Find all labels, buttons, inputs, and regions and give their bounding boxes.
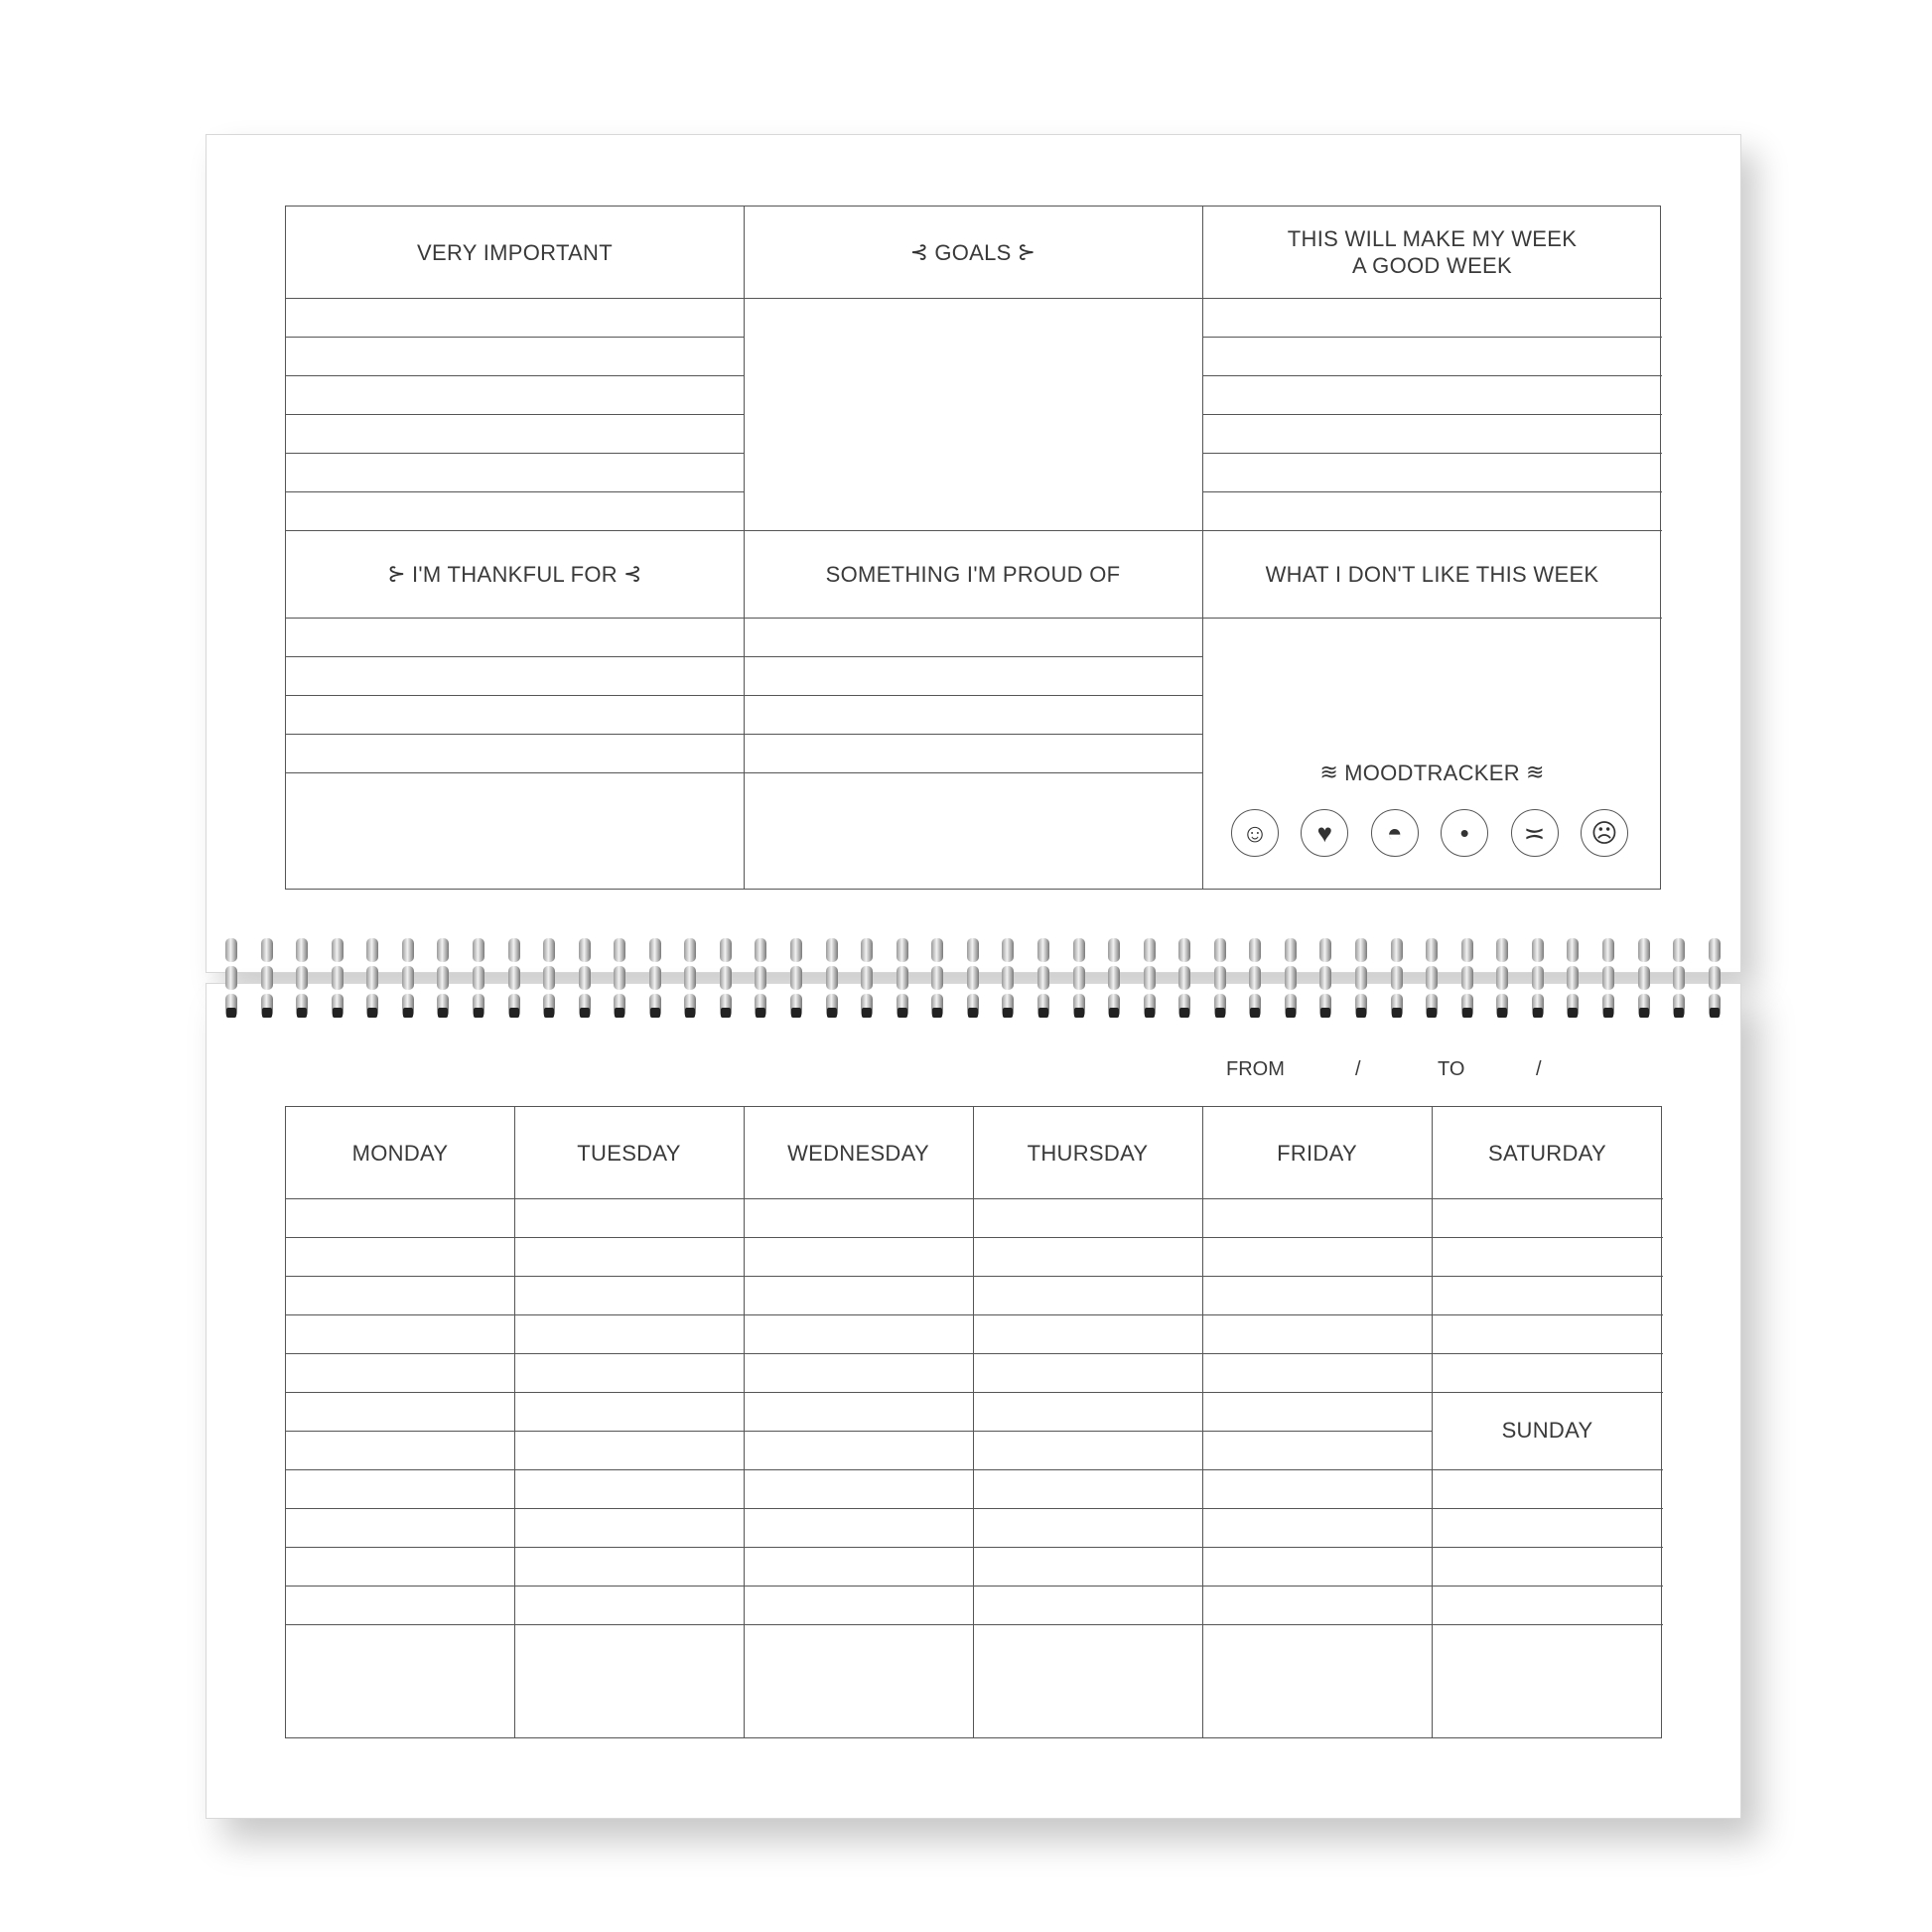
writing-line[interactable] — [286, 375, 744, 376]
spiral-coil — [1142, 938, 1158, 1018]
spiral-coil — [330, 938, 345, 1018]
spiral-coil — [1565, 938, 1581, 1018]
day-header-monday — [286, 1107, 514, 1198]
spiral-coil — [541, 938, 557, 1018]
ornament-right-icon: ⊰ — [623, 561, 642, 586]
row-divider — [286, 1198, 1663, 1199]
spiral-coil — [859, 938, 875, 1018]
spiral-coil — [1353, 938, 1369, 1018]
dont-like-label: WHAT I DON'T LIKE THIS WEEK — [1265, 561, 1599, 587]
proud-header — [744, 530, 1202, 618]
spiral-coil — [506, 938, 522, 1018]
writing-line[interactable] — [286, 1237, 1663, 1238]
heart-eyes-face-icon[interactable]: ♥ — [1301, 809, 1348, 857]
writing-line[interactable] — [286, 1586, 1663, 1587]
spiral-coil — [1035, 938, 1051, 1018]
spiral-coil — [1530, 938, 1546, 1018]
spiral-coil — [965, 938, 981, 1018]
writing-line[interactable] — [1202, 414, 1662, 415]
day-header-thursday — [973, 1107, 1202, 1198]
good-week-header — [1202, 207, 1662, 298]
day-label: SUNDAY — [1501, 1417, 1593, 1443]
happy-face-icon[interactable]: ☺ — [1231, 809, 1279, 857]
writing-line[interactable] — [286, 1314, 1663, 1315]
sunglasses-face-icon[interactable]: ◓ — [1371, 809, 1419, 857]
spiral-coil — [1459, 938, 1475, 1018]
spiral-coil — [577, 938, 593, 1018]
from-label: FROM — [1226, 1058, 1285, 1080]
spiral-coil — [1671, 938, 1687, 1018]
spiral-coil — [1000, 938, 1016, 1018]
writing-line[interactable] — [286, 1508, 1663, 1509]
spiral-coil — [718, 938, 734, 1018]
ornament-right-icon: ≋ — [1525, 759, 1545, 784]
proud-label: SOMETHING I'M PROUD OF — [825, 561, 1121, 587]
column-divider — [514, 1107, 515, 1737]
column-divider — [1202, 1107, 1203, 1737]
writing-line[interactable] — [286, 1353, 1663, 1354]
spiral-coil — [364, 938, 380, 1018]
ornament-left-icon: ⊱ — [387, 561, 406, 586]
writing-line[interactable] — [286, 772, 1202, 773]
good-week-label: THIS WILL MAKE MY WEEK A GOOD WEEK — [1287, 226, 1578, 278]
spiral-coil — [435, 938, 451, 1018]
spiral-coil — [223, 938, 239, 1018]
spiral-coil — [259, 938, 275, 1018]
day-header-saturday — [1432, 1107, 1663, 1198]
spiral-coil — [612, 938, 627, 1018]
spiral-coil — [753, 938, 768, 1018]
spiral-coil — [1071, 938, 1087, 1018]
writing-line[interactable] — [286, 695, 1202, 696]
writing-line[interactable] — [286, 734, 1202, 735]
column-divider — [744, 1107, 745, 1737]
writing-line[interactable] — [286, 1624, 1663, 1625]
day-label: THURSDAY — [1027, 1140, 1149, 1166]
day-header-sunday — [1432, 1392, 1663, 1467]
spiral-coil — [1106, 938, 1122, 1018]
mood-options — [1231, 809, 1628, 857]
writing-line[interactable] — [1202, 375, 1662, 376]
very-important-header — [286, 207, 744, 298]
dont-like-header — [1202, 530, 1662, 618]
day-label: FRIDAY — [1277, 1140, 1357, 1166]
writing-line[interactable] — [1202, 453, 1662, 454]
day-label: MONDAY — [351, 1140, 449, 1166]
spiral-coil — [1283, 938, 1299, 1018]
spiral-coil — [1600, 938, 1616, 1018]
angry-face-icon[interactable]: ≍ — [1511, 809, 1559, 857]
spiral-coil — [1212, 938, 1228, 1018]
ornament-right-icon: ⊱ — [1017, 239, 1036, 264]
writing-line[interactable] — [286, 1431, 1432, 1432]
writing-line[interactable] — [286, 491, 744, 492]
spiral-coil — [1494, 938, 1510, 1018]
row-divider — [286, 618, 1662, 619]
moodtracker-label: MOODTRACKER — [1344, 759, 1520, 785]
date-range — [1226, 1058, 1643, 1088]
spiral-coil — [1707, 938, 1723, 1018]
column-divider — [973, 1107, 974, 1737]
writing-line[interactable] — [286, 1547, 1663, 1548]
sad-face-icon[interactable]: ☹ — [1581, 809, 1628, 857]
day-label: SATURDAY — [1488, 1140, 1606, 1166]
spiral-coil — [929, 938, 945, 1018]
very-important-label: VERY IMPORTANT — [417, 239, 613, 265]
to-slash: / — [1536, 1058, 1542, 1080]
writing-line[interactable] — [1202, 337, 1662, 338]
writing-line[interactable] — [286, 656, 1202, 657]
day-label: WEDNESDAY — [787, 1140, 929, 1166]
thankful-label: I'M THANKFUL FOR — [411, 561, 618, 587]
weekly-overview-grid — [285, 206, 1661, 890]
ornament-left-icon: ⊰ — [909, 239, 929, 264]
ornament-left-icon: ≋ — [1319, 759, 1339, 784]
spiral-coil — [1247, 938, 1263, 1018]
spiral-coil — [824, 938, 840, 1018]
spiral-coil — [788, 938, 804, 1018]
writing-line[interactable] — [286, 1469, 1663, 1470]
day-label: TUESDAY — [577, 1140, 681, 1166]
writing-line[interactable] — [286, 1392, 1663, 1393]
goals-label: GOALS — [934, 239, 1012, 265]
writing-line[interactable] — [286, 1276, 1663, 1277]
day-header-friday — [1202, 1107, 1432, 1198]
day-header-tuesday — [514, 1107, 744, 1198]
from-slash: / — [1355, 1058, 1361, 1080]
spiral-coil — [400, 938, 416, 1018]
goals-header — [744, 207, 1202, 298]
spiral-coil — [895, 938, 910, 1018]
spiral-coil — [1424, 938, 1440, 1018]
spiral-coil — [471, 938, 486, 1018]
moodtracker-title — [1202, 755, 1662, 790]
spiral-coil — [294, 938, 310, 1018]
writing-line[interactable] — [286, 453, 744, 454]
spiral-binding — [223, 938, 1723, 1018]
spiral-coil — [647, 938, 663, 1018]
spiral-coil — [1389, 938, 1405, 1018]
writing-line[interactable] — [286, 414, 744, 415]
spiral-coil — [1317, 938, 1333, 1018]
to-label: TO — [1438, 1058, 1465, 1080]
weekly-schedule-grid — [285, 1106, 1662, 1738]
neutral-face-icon[interactable]: • — [1441, 809, 1488, 857]
spiral-coil — [1176, 938, 1192, 1018]
spiral-coil — [1636, 938, 1652, 1018]
thankful-header — [286, 530, 744, 618]
spiral-coil — [682, 938, 698, 1018]
writing-line[interactable] — [286, 337, 744, 338]
day-header-wednesday — [744, 1107, 973, 1198]
writing-line[interactable] — [1202, 491, 1662, 492]
row-divider — [286, 298, 1662, 299]
